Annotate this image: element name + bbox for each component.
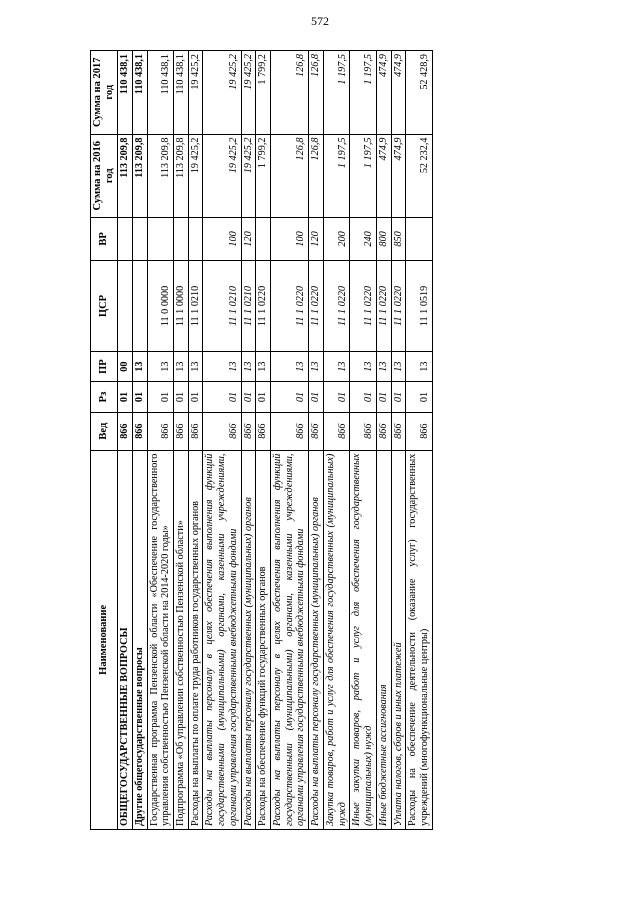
row-vr: 120 — [241, 217, 256, 260]
row-sum-2016: 52 232,4 — [406, 134, 432, 217]
header-vr: ВР — [91, 217, 118, 260]
row-ved: 866 — [118, 412, 133, 450]
row-csr: 11 1 0220 — [391, 260, 406, 351]
row-sum-2016: 1 197,5 — [350, 134, 376, 217]
row-pr: 00 — [118, 352, 133, 382]
row-sum-2016: 113 209,8 — [118, 134, 133, 217]
row-ved: 866 — [376, 412, 391, 450]
row-pr: 13 — [174, 352, 189, 382]
table-header-row — [91, 51, 118, 830]
row-csr: 11 0 0000 — [147, 260, 173, 351]
row-ved: 866 — [271, 412, 309, 450]
row-sum-2017: 19 425,2 — [188, 51, 203, 135]
row-rz: 01 — [147, 382, 173, 412]
row-sum-2017: 19 425,2 — [203, 51, 241, 135]
row-sum-2017: 1 197,5 — [350, 51, 376, 135]
row-pr: 13 — [350, 352, 376, 382]
row-sum-2017: 126,8 — [309, 51, 324, 135]
table-row — [406, 51, 432, 830]
budget-table — [90, 50, 433, 830]
row-sum-2016: 113 209,8 — [132, 134, 147, 217]
row-ved: 866 — [174, 412, 189, 450]
row-sum-2016: 474,9 — [391, 134, 406, 217]
header-sum-2017: Сумма на 2017 год — [91, 51, 118, 135]
table-row — [174, 51, 189, 830]
row-name: Иные закупки товаров, работ и услуг для обеспечения государственных (муниципальных) нужд — [350, 450, 376, 829]
row-csr: 11 1 0220 — [309, 260, 324, 351]
table-row — [147, 51, 173, 830]
row-vr — [174, 217, 189, 260]
row-vr: 800 — [376, 217, 391, 260]
row-name: Закупка товаров, работ и услуг для обеспечения государственных (муниципальных) нужд — [323, 450, 349, 829]
table-row — [323, 51, 349, 830]
row-vr — [188, 217, 203, 260]
table-row — [118, 51, 133, 830]
row-name: Расходы на выплаты по оплате труда работников государственных органов — [188, 450, 203, 829]
header-pr: ПР — [91, 352, 118, 382]
table-row — [256, 51, 271, 830]
row-csr: 11 1 0210 — [241, 260, 256, 351]
row-rz: 01 — [174, 382, 189, 412]
row-ved: 866 — [203, 412, 241, 450]
row-name: Государственная программа Пензенской области «Обеспечение государственного управления собственностью Пензенской области на 2014-2020 годы» — [147, 450, 173, 829]
row-sum-2016: 19 425,2 — [241, 134, 256, 217]
row-sum-2017: 110 438,1 — [118, 51, 133, 135]
header-csr: ЦСР — [91, 260, 118, 351]
row-csr — [118, 260, 133, 351]
row-name: Расходы на выплаты персоналу в целях обеспечения выполнения функций государственными (муниципальными) органами, казенными учреждениями, органами управления государственными внебюджетными фондами — [203, 450, 241, 829]
row-ved: 866 — [309, 412, 324, 450]
row-vr — [406, 217, 432, 260]
row-ved: 866 — [132, 412, 147, 450]
row-vr — [147, 217, 173, 260]
row-csr: 11 1 0000 — [174, 260, 189, 351]
row-rz: 01 — [241, 382, 256, 412]
row-name: ОБЩЕГОСУДАРСТВЕННЫЕ ВОПРОСЫ — [118, 450, 133, 829]
row-vr — [132, 217, 147, 260]
row-pr: 13 — [323, 352, 349, 382]
row-rz: 01 — [118, 382, 133, 412]
row-pr: 13 — [132, 352, 147, 382]
row-name: Подпрограмма «Об управлении собственностью Пензенской области» — [174, 450, 189, 829]
row-sum-2017: 52 428,9 — [406, 51, 432, 135]
row-ved: 866 — [391, 412, 406, 450]
row-rz: 01 — [203, 382, 241, 412]
row-csr: 11 1 0220 — [271, 260, 309, 351]
row-sum-2016: 1 197,5 — [323, 134, 349, 217]
row-csr: 11 1 0220 — [350, 260, 376, 351]
row-sum-2017: 1 197,5 — [323, 51, 349, 135]
row-ved: 866 — [188, 412, 203, 450]
row-sum-2016: 126,8 — [309, 134, 324, 217]
row-sum-2017: 110 438,1 — [132, 51, 147, 135]
row-name: Уплата налогов, сборов и иных платежей — [391, 450, 406, 829]
row-rz: 01 — [391, 382, 406, 412]
row-sum-2016: 126,8 — [271, 134, 309, 217]
row-csr: 11 1 0210 — [188, 260, 203, 351]
header-sum-2016: Сумма на 2016 год — [91, 134, 118, 217]
row-name: Расходы на обеспечение функций государственных органов — [256, 450, 271, 829]
row-ved: 866 — [350, 412, 376, 450]
row-vr: 240 — [350, 217, 376, 260]
row-rz: 01 — [188, 382, 203, 412]
row-name: Расходы на обеспечение деятельности (оказание услуг) государственных учреждений (многофункциональные центры) — [406, 450, 432, 829]
row-sum-2016: 19 425,2 — [188, 134, 203, 217]
row-rz: 01 — [323, 382, 349, 412]
row-csr: 11 1 0519 — [406, 260, 432, 351]
row-rz: 01 — [376, 382, 391, 412]
row-vr: 120 — [309, 217, 324, 260]
row-csr — [132, 260, 147, 351]
table-body — [118, 51, 433, 830]
row-rz: 01 — [132, 382, 147, 412]
row-rz: 01 — [350, 382, 376, 412]
header-rz: Рз — [91, 382, 118, 412]
row-sum-2017: 474,9 — [391, 51, 406, 135]
row-vr: 200 — [323, 217, 349, 260]
row-ved: 866 — [241, 412, 256, 450]
row-csr: 11 1 0220 — [376, 260, 391, 351]
row-sum-2016: 19 425,2 — [203, 134, 241, 217]
row-sum-2017: 110 438,1 — [174, 51, 189, 135]
row-rz: 01 — [271, 382, 309, 412]
page-number: 572 — [311, 14, 329, 28]
row-pr: 13 — [376, 352, 391, 382]
table-row — [241, 51, 256, 830]
table-row — [203, 51, 241, 830]
row-pr: 13 — [241, 352, 256, 382]
row-name: Другие общегосударственные вопросы — [132, 450, 147, 829]
row-rz: 01 — [309, 382, 324, 412]
row-pr: 13 — [203, 352, 241, 382]
row-name: Расходы на выплаты персоналу в целях обеспечения выполнения функций государственными (муниципальными) органами, казенными учреждениями, органами управления государственными внебюджетными фондами — [271, 450, 309, 829]
row-pr: 13 — [256, 352, 271, 382]
row-sum-2017: 474,9 — [376, 51, 391, 135]
row-vr — [118, 217, 133, 260]
row-vr — [256, 217, 271, 260]
table-row — [132, 51, 147, 830]
row-sum-2016: 113 209,8 — [147, 134, 173, 217]
row-sum-2017: 19 425,2 — [241, 51, 256, 135]
row-sum-2017: 110 438,1 — [147, 51, 173, 135]
row-pr: 13 — [271, 352, 309, 382]
header-name: Наименование — [91, 450, 118, 829]
row-name: Иные бюджетные ассигнования — [376, 450, 391, 829]
row-pr: 13 — [147, 352, 173, 382]
budget-table-container — [90, 50, 560, 830]
row-name: Расходы на выплаты персоналу государственных (муниципальных) органов — [241, 450, 256, 829]
row-pr: 13 — [309, 352, 324, 382]
row-ved: 866 — [147, 412, 173, 450]
row-rz: 01 — [256, 382, 271, 412]
row-ved: 866 — [256, 412, 271, 450]
row-pr: 13 — [391, 352, 406, 382]
row-sum-2016: 1 799,2 — [256, 134, 271, 217]
row-sum-2017: 126,8 — [271, 51, 309, 135]
row-ved: 866 — [406, 412, 432, 450]
row-name: Расходы на выплаты персоналу государственных (муниципальных) органов — [309, 450, 324, 829]
header-ved: Вед — [91, 412, 118, 450]
row-pr: 13 — [406, 352, 432, 382]
table-row — [376, 51, 391, 830]
row-sum-2016: 113 209,8 — [174, 134, 189, 217]
row-csr: 11 1 0220 — [323, 260, 349, 351]
table-row — [350, 51, 376, 830]
row-sum-2016: 474,9 — [376, 134, 391, 217]
row-vr: 100 — [203, 217, 241, 260]
row-vr: 100 — [271, 217, 309, 260]
row-sum-2017: 1 799,2 — [256, 51, 271, 135]
row-ved: 866 — [323, 412, 349, 450]
table-row — [391, 51, 406, 830]
row-csr: 11 1 0220 — [256, 260, 271, 351]
table-row — [188, 51, 203, 830]
row-vr: 850 — [391, 217, 406, 260]
row-rz: 01 — [406, 382, 432, 412]
table-row — [271, 51, 309, 830]
table-row — [309, 51, 324, 830]
row-csr: 11 1 0210 — [203, 260, 241, 351]
row-pr: 13 — [188, 352, 203, 382]
